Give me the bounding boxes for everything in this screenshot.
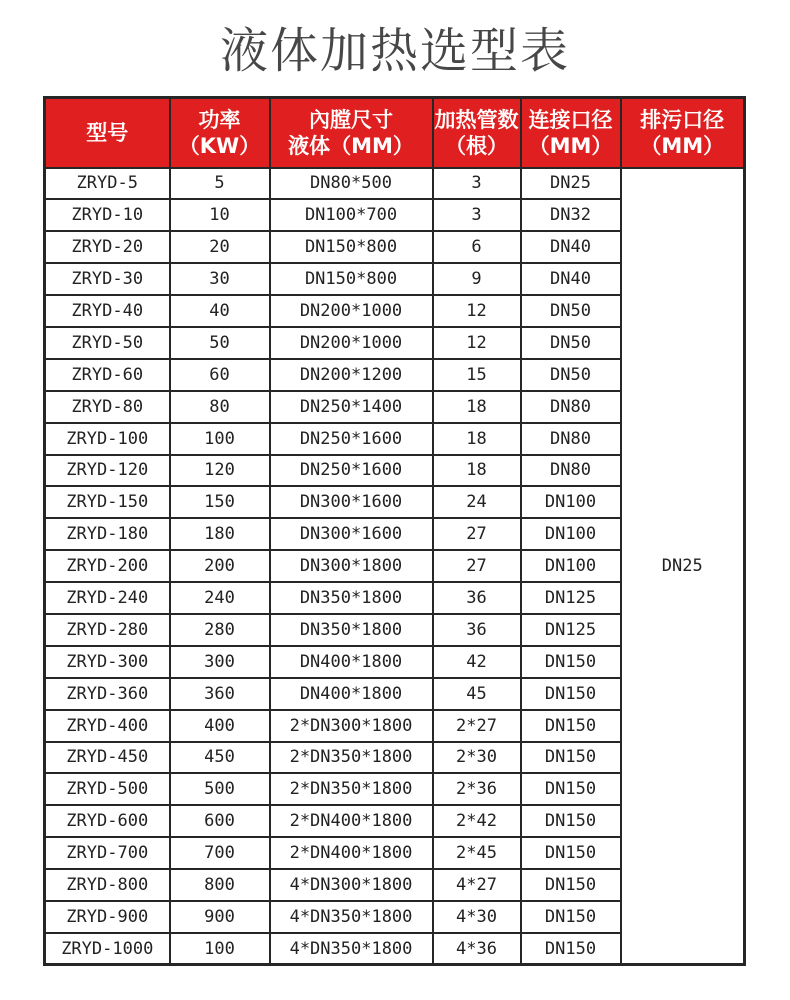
cell-power: 5 bbox=[170, 168, 270, 200]
cell-tube-count: 18 bbox=[433, 455, 521, 487]
cell-inner-size: 2*DN300*1800 bbox=[270, 710, 433, 742]
cell-connection-diameter: DN150 bbox=[521, 710, 621, 742]
cell-power: 150 bbox=[170, 486, 270, 518]
cell-tube-count: 18 bbox=[433, 423, 521, 455]
cell-inner-size: DN80*500 bbox=[270, 168, 433, 200]
cell-connection-diameter: DN150 bbox=[521, 869, 621, 901]
cell-model: ZRYD-50 bbox=[45, 327, 170, 359]
header-label: 內膛尺寸 bbox=[309, 107, 393, 132]
cell-tube-count: 2*30 bbox=[433, 742, 521, 774]
header-row bbox=[45, 98, 745, 168]
cell-inner-size: DN350*1800 bbox=[270, 614, 433, 646]
cell-inner-size: 4*DN350*1800 bbox=[270, 933, 433, 965]
cell-inner-size: 2*DN350*1800 bbox=[270, 773, 433, 805]
cell-tube-count: 12 bbox=[433, 327, 521, 359]
cell-power: 280 bbox=[170, 614, 270, 646]
cell-power: 600 bbox=[170, 805, 270, 837]
header-label: 液体（MM） bbox=[288, 133, 414, 158]
cell-tube-count: 4*30 bbox=[433, 901, 521, 933]
header-label: （KW） bbox=[178, 133, 261, 158]
cell-connection-diameter: DN150 bbox=[521, 805, 621, 837]
cell-tube-count: 2*42 bbox=[433, 805, 521, 837]
column-header-connection-diameter bbox=[521, 98, 621, 168]
cell-inner-size: DN300*1600 bbox=[270, 486, 433, 518]
cell-model: ZRYD-900 bbox=[45, 901, 170, 933]
cell-connection-diameter: DN150 bbox=[521, 742, 621, 774]
cell-power: 800 bbox=[170, 869, 270, 901]
table-row bbox=[45, 168, 745, 200]
column-header-drain-diameter bbox=[621, 98, 745, 168]
cell-inner-size: 2*DN400*1800 bbox=[270, 805, 433, 837]
cell-connection-diameter: DN25 bbox=[521, 168, 621, 200]
cell-tube-count: 6 bbox=[433, 231, 521, 263]
cell-power: 450 bbox=[170, 742, 270, 774]
cell-model: ZRYD-60 bbox=[45, 359, 170, 391]
cell-inner-size: 4*DN300*1800 bbox=[270, 869, 433, 901]
cell-connection-diameter: DN50 bbox=[521, 295, 621, 327]
cell-model: ZRYD-450 bbox=[45, 742, 170, 774]
cell-connection-diameter: DN100 bbox=[521, 486, 621, 518]
cell-power: 300 bbox=[170, 646, 270, 678]
cell-inner-size: DN250*1600 bbox=[270, 455, 433, 487]
cell-tube-count: 2*36 bbox=[433, 773, 521, 805]
cell-power: 10 bbox=[170, 199, 270, 231]
cell-tube-count: 36 bbox=[433, 582, 521, 614]
cell-power: 20 bbox=[170, 231, 270, 263]
cell-tube-count: 12 bbox=[433, 295, 521, 327]
cell-tube-count: 4*27 bbox=[433, 869, 521, 901]
cell-power: 40 bbox=[170, 295, 270, 327]
cell-connection-diameter: DN40 bbox=[521, 263, 621, 295]
cell-power: 900 bbox=[170, 901, 270, 933]
cell-connection-diameter: DN100 bbox=[521, 550, 621, 582]
cell-tube-count: 36 bbox=[433, 614, 521, 646]
cell-inner-size: DN200*1000 bbox=[270, 295, 433, 327]
cell-inner-size: DN350*1800 bbox=[270, 582, 433, 614]
cell-inner-size: 4*DN350*1800 bbox=[270, 901, 433, 933]
cell-model: ZRYD-200 bbox=[45, 550, 170, 582]
column-header-power bbox=[170, 98, 270, 168]
cell-inner-size: 2*DN350*1800 bbox=[270, 742, 433, 774]
cell-model: ZRYD-100 bbox=[45, 423, 170, 455]
cell-power: 700 bbox=[170, 837, 270, 869]
header-label: 型号 bbox=[86, 120, 129, 145]
cell-inner-size: DN200*1200 bbox=[270, 359, 433, 391]
cell-model: ZRYD-20 bbox=[45, 231, 170, 263]
cell-connection-diameter: DN80 bbox=[521, 391, 621, 423]
cell-power: 400 bbox=[170, 710, 270, 742]
cell-model: ZRYD-600 bbox=[45, 805, 170, 837]
cell-tube-count: 42 bbox=[433, 646, 521, 678]
header-label: 连接口径 bbox=[528, 107, 613, 132]
cell-inner-size: DN250*1400 bbox=[270, 391, 433, 423]
header-label: （根） bbox=[445, 133, 508, 158]
cell-inner-size: DN100*700 bbox=[270, 199, 433, 231]
cell-tube-count: 27 bbox=[433, 518, 521, 550]
table-header bbox=[45, 98, 745, 168]
cell-tube-count: 2*27 bbox=[433, 710, 521, 742]
cell-model: ZRYD-400 bbox=[45, 710, 170, 742]
cell-tube-count: 3 bbox=[433, 199, 521, 231]
cell-inner-size: DN400*1800 bbox=[270, 646, 433, 678]
cell-power: 120 bbox=[170, 455, 270, 487]
cell-model: ZRYD-5 bbox=[45, 168, 170, 200]
column-header-inner-size bbox=[270, 98, 433, 168]
cell-model: ZRYD-1000 bbox=[45, 933, 170, 965]
cell-inner-size: 2*DN400*1800 bbox=[270, 837, 433, 869]
cell-connection-diameter: DN80 bbox=[521, 455, 621, 487]
header-label: 加热管数 bbox=[434, 107, 519, 132]
cell-inner-size: DN300*1600 bbox=[270, 518, 433, 550]
header-label: （MM） bbox=[528, 133, 613, 158]
cell-inner-size: DN250*1600 bbox=[270, 423, 433, 455]
cell-tube-count: 4*36 bbox=[433, 933, 521, 965]
cell-model: ZRYD-10 bbox=[45, 199, 170, 231]
cell-model: ZRYD-40 bbox=[45, 295, 170, 327]
cell-connection-diameter: DN32 bbox=[521, 199, 621, 231]
cell-connection-diameter: DN150 bbox=[521, 933, 621, 965]
column-header-model bbox=[45, 98, 170, 168]
cell-connection-diameter: DN125 bbox=[521, 614, 621, 646]
cell-power: 360 bbox=[170, 678, 270, 710]
cell-inner-size: DN300*1800 bbox=[270, 550, 433, 582]
cell-connection-diameter: DN125 bbox=[521, 582, 621, 614]
cell-power: 80 bbox=[170, 391, 270, 423]
cell-tube-count: 2*45 bbox=[433, 837, 521, 869]
cell-model: ZRYD-300 bbox=[45, 646, 170, 678]
cell-tube-count: 9 bbox=[433, 263, 521, 295]
cell-drain-diameter-merged: DN25 bbox=[621, 168, 745, 965]
cell-power: 50 bbox=[170, 327, 270, 359]
cell-tube-count: 27 bbox=[433, 550, 521, 582]
cell-model: ZRYD-80 bbox=[45, 391, 170, 423]
cell-power: 180 bbox=[170, 518, 270, 550]
cell-power: 30 bbox=[170, 263, 270, 295]
cell-tube-count: 18 bbox=[433, 391, 521, 423]
header-label: 功率 bbox=[198, 107, 241, 132]
cell-model: ZRYD-800 bbox=[45, 869, 170, 901]
cell-model: ZRYD-180 bbox=[45, 518, 170, 550]
cell-model: ZRYD-280 bbox=[45, 614, 170, 646]
cell-connection-diameter: DN40 bbox=[521, 231, 621, 263]
cell-power: 240 bbox=[170, 582, 270, 614]
cell-power: 500 bbox=[170, 773, 270, 805]
cell-inner-size: DN200*1000 bbox=[270, 327, 433, 359]
cell-tube-count: 15 bbox=[433, 359, 521, 391]
cell-model: ZRYD-120 bbox=[45, 455, 170, 487]
spec-table bbox=[43, 96, 746, 966]
column-header-tube-count bbox=[433, 98, 521, 168]
cell-connection-diameter: DN80 bbox=[521, 423, 621, 455]
cell-power: 100 bbox=[170, 933, 270, 965]
cell-tube-count: 45 bbox=[433, 678, 521, 710]
cell-power: 60 bbox=[170, 359, 270, 391]
cell-inner-size: DN150*800 bbox=[270, 263, 433, 295]
cell-connection-diameter: DN50 bbox=[521, 359, 621, 391]
cell-connection-diameter: DN150 bbox=[521, 773, 621, 805]
cell-tube-count: 3 bbox=[433, 168, 521, 200]
cell-connection-diameter: DN50 bbox=[521, 327, 621, 359]
cell-connection-diameter: DN150 bbox=[521, 646, 621, 678]
cell-model: ZRYD-150 bbox=[45, 486, 170, 518]
cell-connection-diameter: DN150 bbox=[521, 678, 621, 710]
table-body bbox=[45, 168, 745, 965]
cell-model: ZRYD-700 bbox=[45, 837, 170, 869]
cell-model: ZRYD-240 bbox=[45, 582, 170, 614]
cell-inner-size: DN150*800 bbox=[270, 231, 433, 263]
cell-model: ZRYD-360 bbox=[45, 678, 170, 710]
cell-tube-count: 24 bbox=[433, 486, 521, 518]
cell-connection-diameter: DN100 bbox=[521, 518, 621, 550]
cell-connection-diameter: DN150 bbox=[521, 901, 621, 933]
cell-model: ZRYD-30 bbox=[45, 263, 170, 295]
cell-power: 200 bbox=[170, 550, 270, 582]
page-title: 液体加热选型表 bbox=[219, 23, 570, 79]
cell-model: ZRYD-500 bbox=[45, 773, 170, 805]
header-label: （MM） bbox=[640, 133, 725, 158]
cell-inner-size: DN400*1800 bbox=[270, 678, 433, 710]
header-label: 排污口径 bbox=[640, 107, 725, 132]
cell-connection-diameter: DN150 bbox=[521, 837, 621, 869]
cell-power: 100 bbox=[170, 423, 270, 455]
